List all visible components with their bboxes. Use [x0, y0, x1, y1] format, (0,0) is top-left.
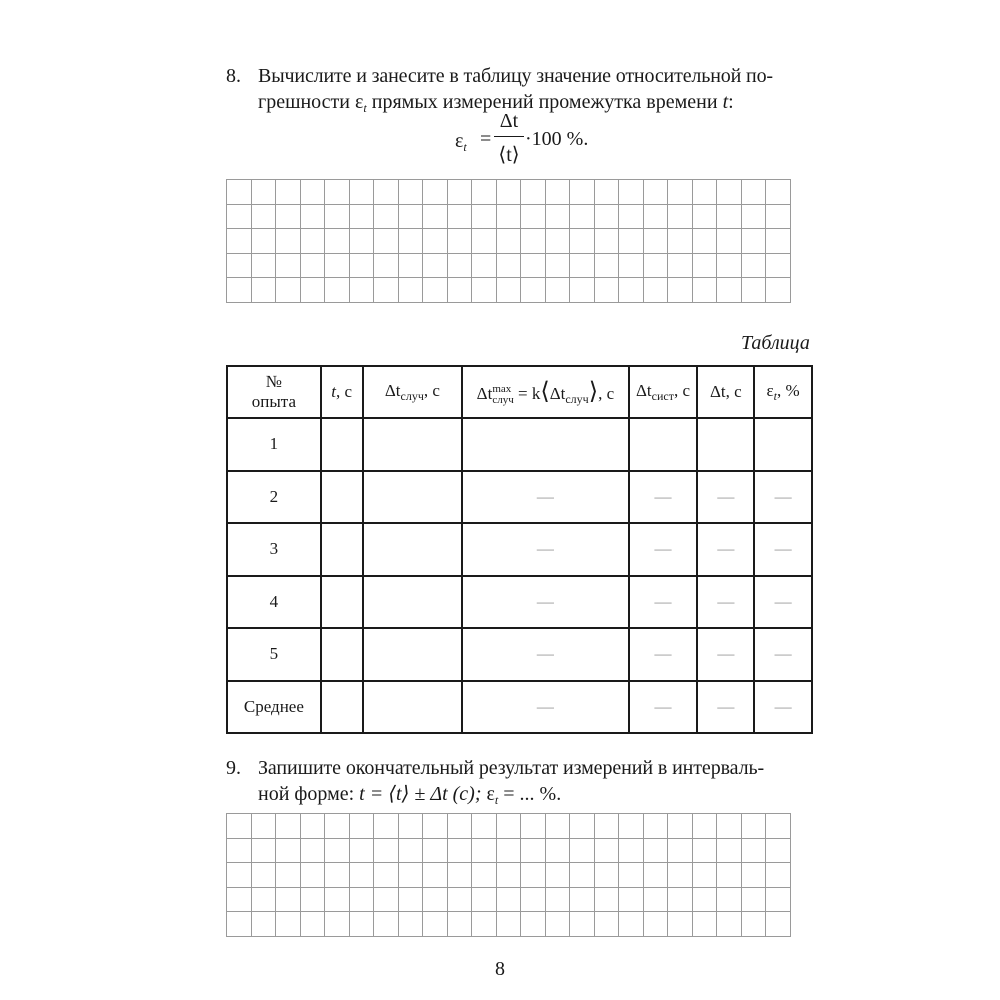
cell-time[interactable] — [321, 576, 363, 629]
cell-relative-error: — — [754, 523, 812, 576]
row-label: 4 — [227, 576, 321, 629]
cell-time[interactable] — [321, 523, 363, 576]
cell-max-random-error: — — [462, 471, 628, 524]
task-9-line-1: Запишите окончательный результат измерений в интерваль- — [258, 757, 765, 779]
header-experiment-number: № опыта — [227, 366, 321, 418]
header-relative-error: $\varepsilon_t$, % — [754, 366, 812, 418]
cell-absolute-error: — — [697, 628, 754, 681]
cell-max-random-error: — — [462, 576, 628, 629]
cell-time[interactable] — [321, 418, 363, 471]
cell-random-error[interactable] — [363, 576, 463, 629]
cell-time[interactable] — [321, 681, 363, 734]
page-number: 8 — [495, 958, 505, 980]
answer-grid-task-9[interactable] — [226, 813, 791, 937]
cell-absolute-error: — — [697, 471, 754, 524]
table-row — [227, 628, 812, 681]
row-label: 1 — [227, 418, 321, 471]
table-row — [227, 681, 812, 734]
cell-absolute-error[interactable] — [697, 418, 754, 471]
cell-systematic-error: — — [629, 576, 698, 629]
cell-relative-error: — — [754, 576, 812, 629]
header-absolute-error: Δt, с — [697, 366, 754, 418]
table-header-row — [227, 366, 812, 418]
task-8-line-1: Вычислите и занесите в таблицу значение относительной по- — [258, 65, 773, 87]
cell-systematic-error: — — [629, 628, 698, 681]
header-systematic-error: $\Delta t_{сист}$, с — [629, 366, 698, 418]
table-row — [227, 523, 812, 576]
cell-relative-error[interactable] — [754, 418, 812, 471]
header-time: t, с — [321, 366, 363, 418]
cell-max-random-error: — — [462, 628, 628, 681]
cell-max-random-error: — — [462, 681, 628, 734]
measurements-table — [226, 365, 813, 734]
cell-relative-error: — — [754, 471, 812, 524]
cell-max-random-error: — — [462, 523, 628, 576]
row-label: 2 — [227, 471, 321, 524]
formula-denominator: ⟨t⟩ — [498, 144, 520, 166]
cell-absolute-error: — — [697, 681, 754, 734]
task-8-number: 8. — [226, 65, 241, 87]
task-9-number: 9. — [226, 757, 241, 779]
cell-relative-error: — — [754, 628, 812, 681]
cell-systematic-error: — — [629, 471, 698, 524]
cell-time[interactable] — [321, 471, 363, 524]
header-max-random-error: Δt max случ = $k⟨\Delta t_{случ}⟩$, с — [462, 366, 628, 418]
table-row — [227, 576, 812, 629]
row-label: 3 — [227, 523, 321, 576]
cell-random-error[interactable] — [363, 418, 463, 471]
table-row — [227, 418, 812, 471]
cell-time[interactable] — [321, 628, 363, 681]
cell-random-error[interactable] — [363, 628, 463, 681]
task-8-line-2: грешности $\varepsilon_t$ прямых измерений промежутка времени t: — [258, 91, 734, 115]
cell-random-error[interactable] — [363, 523, 463, 576]
cell-absolute-error: — — [697, 523, 754, 576]
cell-max-random-error[interactable] — [462, 418, 628, 471]
header-random-error: $\Delta t_{случ}$, с — [363, 366, 463, 418]
row-label: Среднее — [227, 681, 321, 734]
fraction-bar — [494, 136, 524, 137]
task-9-line-2: ной форме: t = ⟨t⟩ ± Δt (с); $\varepsilon_t$ = ... %. — [258, 783, 562, 807]
cell-random-error[interactable] — [363, 471, 463, 524]
cell-systematic-error: — — [629, 523, 698, 576]
formula-numerator: Δt — [499, 110, 519, 132]
cell-random-error[interactable] — [363, 681, 463, 734]
row-label: 5 — [227, 628, 321, 681]
answer-grid-task-8[interactable] — [226, 179, 791, 303]
table-row — [227, 471, 812, 524]
cell-systematic-error[interactable] — [629, 418, 698, 471]
cell-relative-error: — — [754, 681, 812, 734]
cell-systematic-error: — — [629, 681, 698, 734]
cell-absolute-error: — — [697, 576, 754, 629]
table-caption: Таблица — [741, 332, 810, 354]
